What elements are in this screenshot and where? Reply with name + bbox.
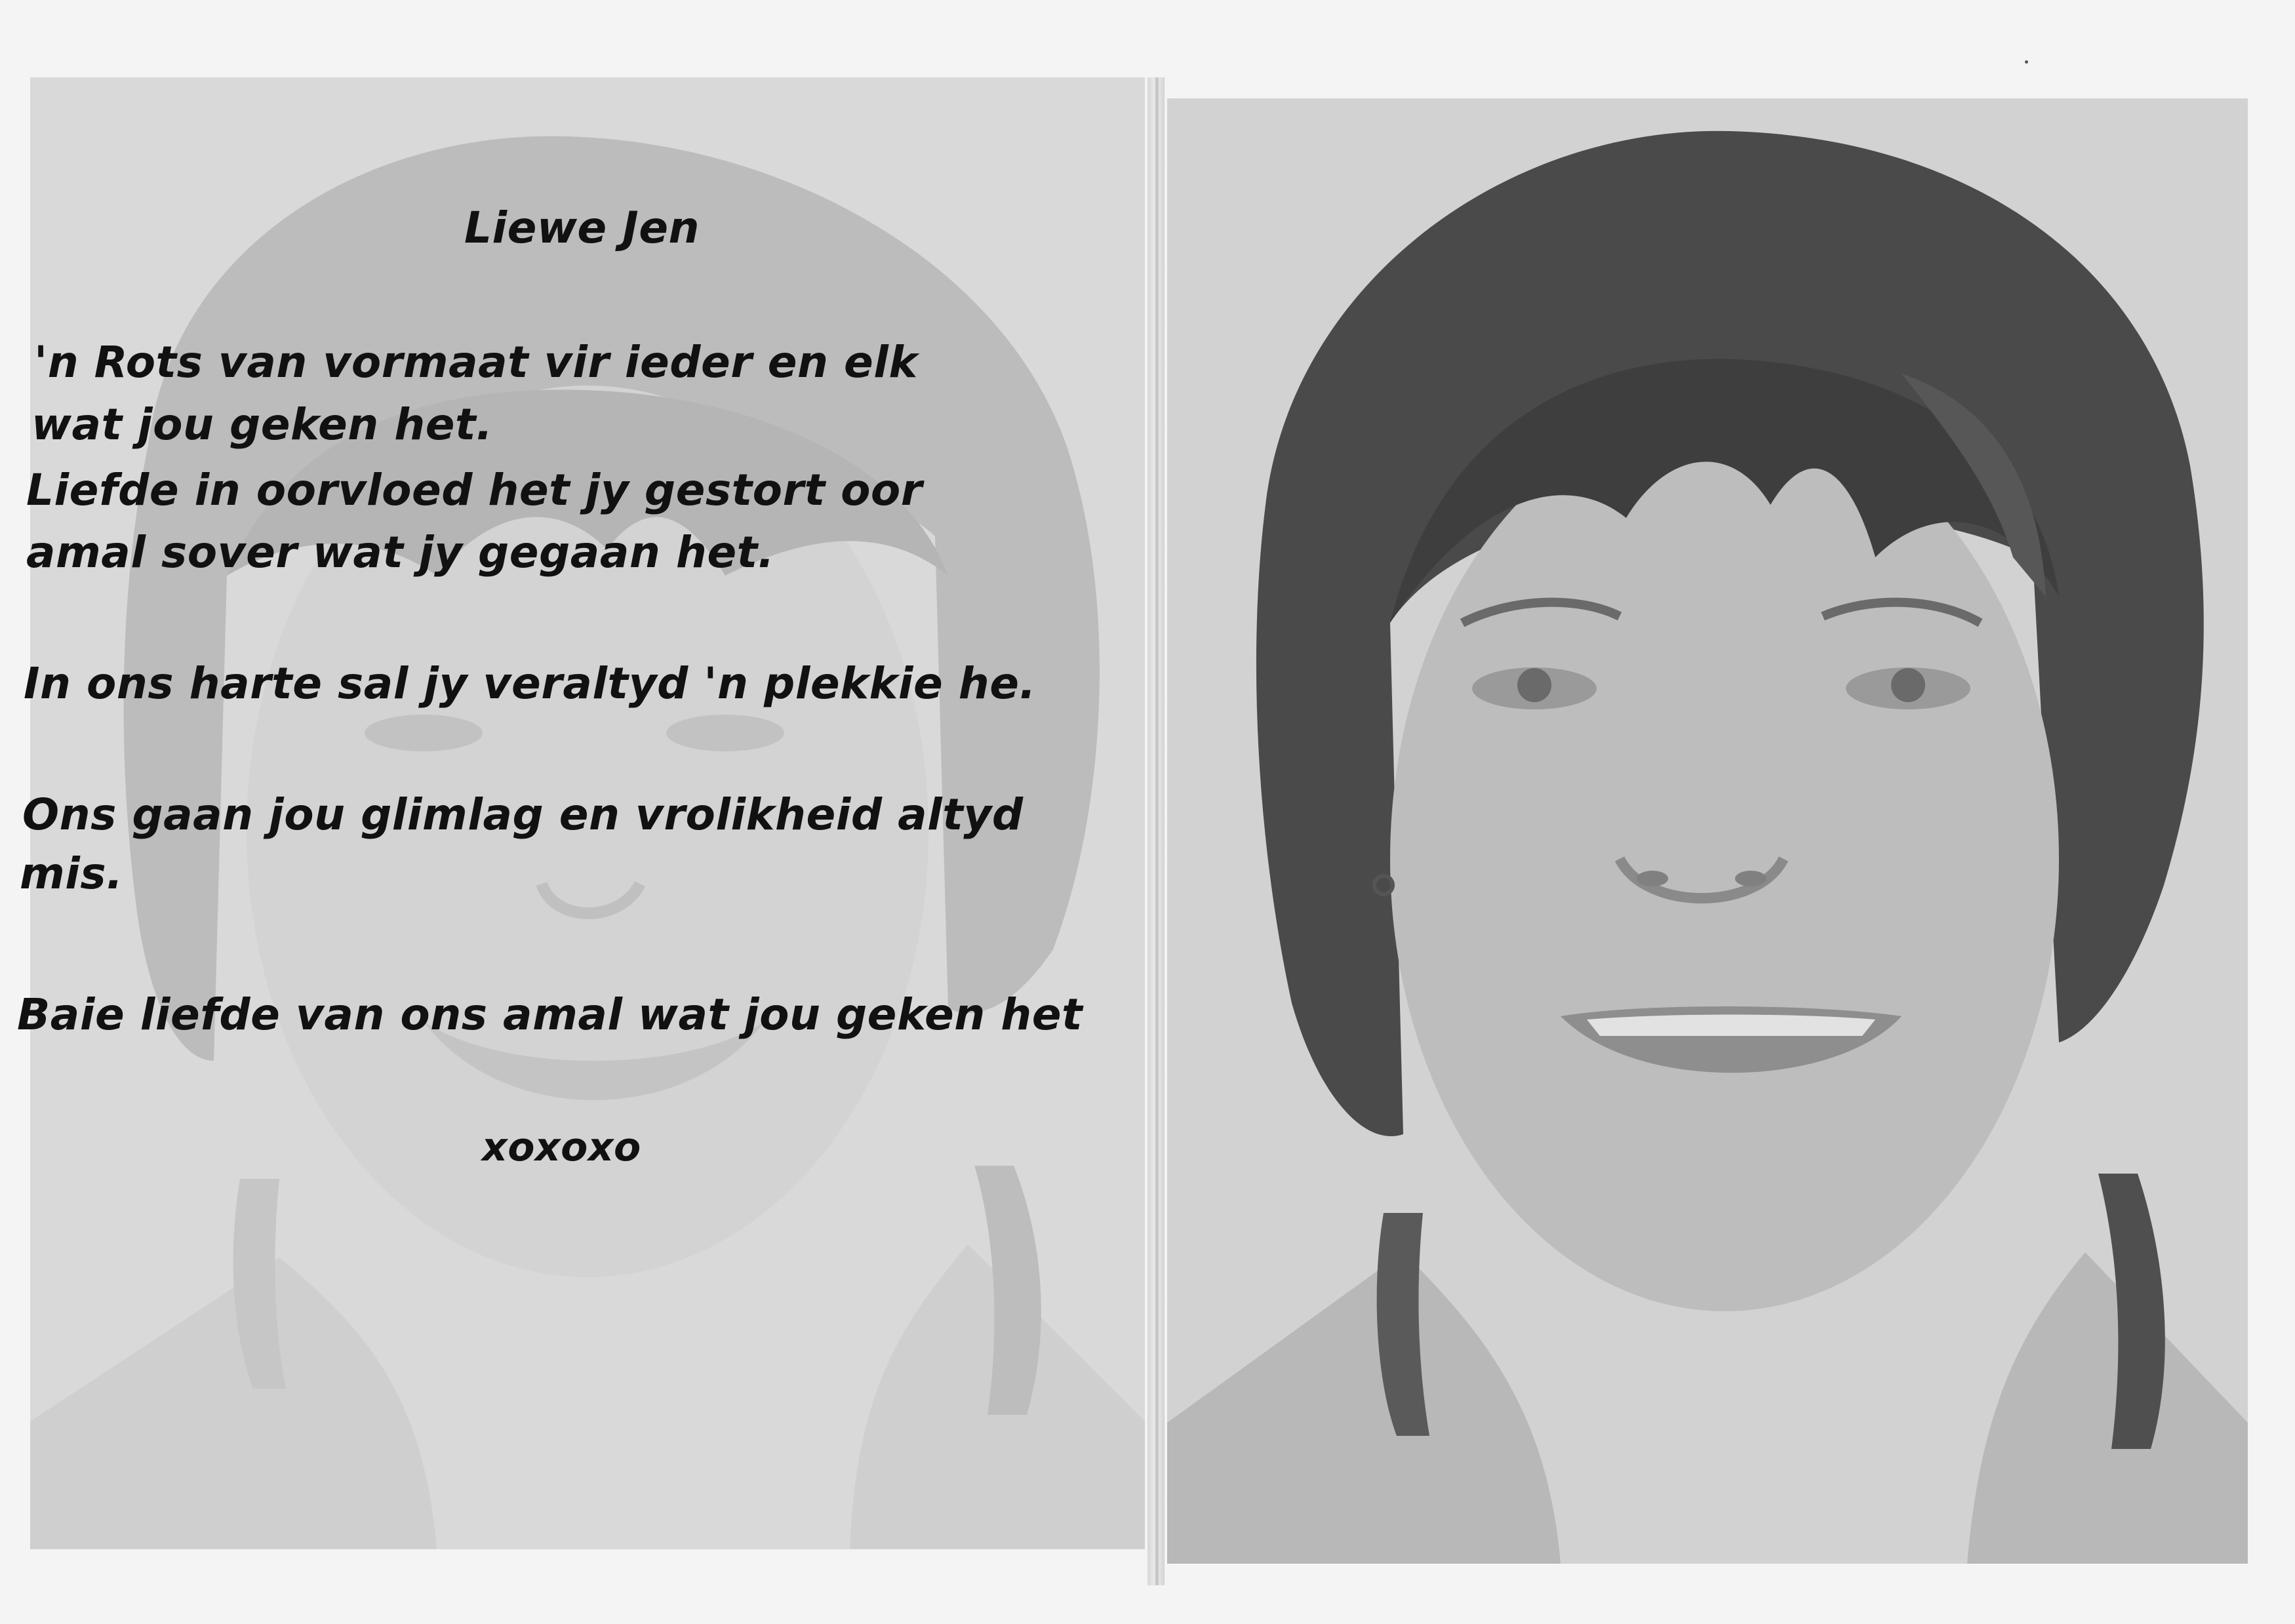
right-panel-portrait <box>1167 98 2248 1564</box>
card-signoff: xoxoxo <box>482 1124 641 1170</box>
poem-line-6: Ons gaan jou glimlag en vrolikheid altyd <box>22 789 1024 840</box>
fold-crease <box>1148 77 1165 1585</box>
scan-speck <box>2025 60 2028 64</box>
poem-line-5: In ons harte sal jy veraltyd 'n plekkie he. <box>24 658 1037 709</box>
portrait-image <box>1167 98 2248 1564</box>
poem-line-7: mis. <box>20 848 123 899</box>
poem-text-block <box>0 0 1148 1246</box>
poem-line-3: Liefde in oorvloed het jy gestort oor <box>26 465 923 515</box>
poem-line-4: amal sover wat jy gegaan het. <box>26 527 775 578</box>
card-heading: Liewe Jen <box>464 203 700 253</box>
poem-line-8: Baie liefde van ons amal wat jou geken het <box>17 989 1083 1040</box>
poem-line-2: wat jou geken het. <box>31 399 493 450</box>
poem-line-1: 'n Rots van vormaat vir ieder en elk <box>34 337 918 387</box>
